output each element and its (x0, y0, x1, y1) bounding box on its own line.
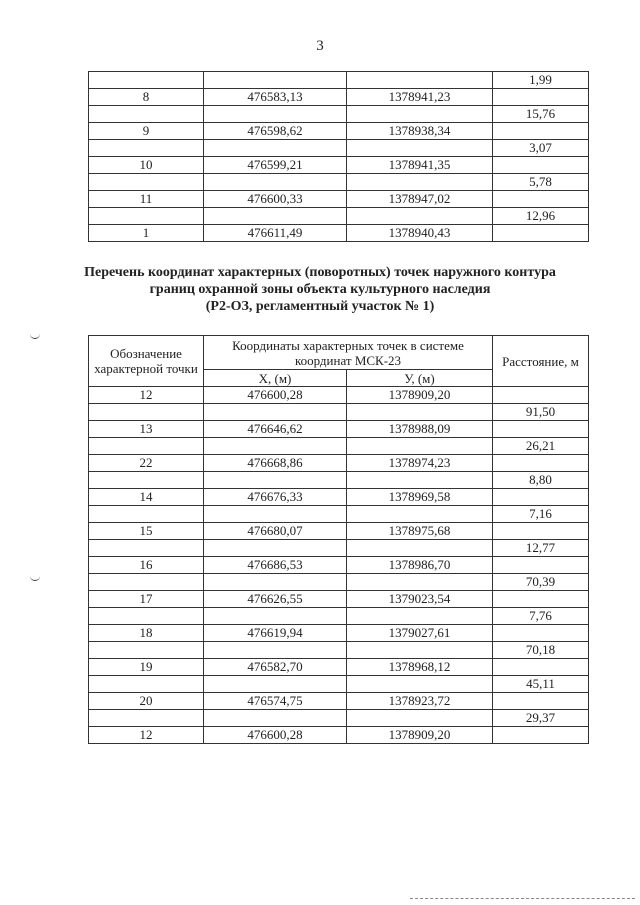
point-id-cell (89, 106, 204, 123)
hole-punch-mark (30, 334, 40, 339)
table-row (89, 191, 589, 208)
table1-body (89, 72, 589, 242)
x-coordinate-cell: 476676,33 (204, 489, 347, 506)
y-coordinate-cell: 1378923,72 (347, 693, 493, 710)
x-coordinate-cell (204, 540, 347, 557)
table-row (89, 404, 589, 421)
table-row (89, 225, 589, 242)
x-coordinate-cell (204, 642, 347, 659)
table-row (89, 72, 589, 89)
x-coordinate-cell (204, 106, 347, 123)
distance-cell: 3,07 (493, 140, 589, 157)
table-row (89, 676, 589, 693)
y-coordinate-cell (347, 710, 493, 727)
table-row (89, 387, 589, 404)
table-row (89, 523, 589, 540)
table-row (89, 472, 589, 489)
y-coordinate-cell: 1378941,23 (347, 89, 493, 106)
footer-line (410, 898, 635, 899)
distance-cell (493, 421, 589, 438)
distance-cell (493, 557, 589, 574)
table-row (89, 540, 589, 557)
y-coordinate-cell (347, 106, 493, 123)
distance-cell: 12,96 (493, 208, 589, 225)
x-coordinate-cell: 476600,33 (204, 191, 347, 208)
x-coordinate-cell (204, 574, 347, 591)
y-coordinate-cell: 1378974,23 (347, 455, 493, 472)
distance-cell (493, 191, 589, 208)
x-coordinate-cell: 476600,28 (204, 387, 347, 404)
distance-cell (493, 625, 589, 642)
heading-line-2: границ охранной зоны объекта культурного наследия (149, 282, 491, 297)
point-id-cell (89, 574, 204, 591)
point-id-cell: 17 (89, 591, 204, 608)
y-coordinate-cell: 1379023,54 (347, 591, 493, 608)
distance-cell (493, 225, 589, 242)
point-id-cell: 12 (89, 387, 204, 404)
distance-cell: 45,11 (493, 676, 589, 693)
table-row (89, 642, 589, 659)
table-row (89, 123, 589, 140)
x-coordinate-cell: 476611,49 (204, 225, 347, 242)
page-number: 3 (316, 38, 324, 54)
y-coordinate-cell (347, 140, 493, 157)
distance-cell: 8,80 (493, 472, 589, 489)
heading-line-1: Перечень координат характерных (поворотных) точек наружного контура (84, 265, 556, 280)
table-row (89, 174, 589, 191)
point-id-cell (89, 506, 204, 523)
table-row (89, 506, 589, 523)
point-id-cell: 20 (89, 693, 204, 710)
point-id-cell: 12 (89, 727, 204, 744)
distance-cell: 15,76 (493, 106, 589, 123)
x-coordinate-cell (204, 438, 347, 455)
distance-cell (493, 727, 589, 744)
x-coordinate-cell: 476646,62 (204, 421, 347, 438)
distance-cell (493, 489, 589, 506)
header-x: Х, (м) (204, 370, 347, 387)
table-row (89, 455, 589, 472)
point-id-cell: 18 (89, 625, 204, 642)
point-id-cell: 22 (89, 455, 204, 472)
header-point: Обозначение характерной точки (89, 336, 204, 387)
point-id-cell: 14 (89, 489, 204, 506)
y-coordinate-cell (347, 540, 493, 557)
x-coordinate-cell (204, 72, 347, 89)
point-id-cell (89, 676, 204, 693)
table-row (89, 557, 589, 574)
x-coordinate-cell (204, 710, 347, 727)
table-row (89, 438, 589, 455)
distance-cell: 26,21 (493, 438, 589, 455)
y-coordinate-cell: 1378988,09 (347, 421, 493, 438)
distance-cell: 7,16 (493, 506, 589, 523)
point-id-cell: 10 (89, 157, 204, 174)
section-heading (0, 264, 640, 315)
y-coordinate-cell: 1378968,12 (347, 659, 493, 676)
coordinates-table (88, 335, 589, 744)
x-coordinate-cell (204, 506, 347, 523)
coordinates-table-continued (88, 71, 589, 242)
y-coordinate-cell (347, 72, 493, 89)
y-coordinate-cell: 1379027,61 (347, 625, 493, 642)
heading-line-3: (Р2-ОЗ, регламентный участок № 1) (205, 299, 435, 314)
x-coordinate-cell (204, 472, 347, 489)
table2-header (89, 336, 589, 387)
distance-cell: 29,37 (493, 710, 589, 727)
table-row (89, 89, 589, 106)
table-row (89, 157, 589, 174)
table-row (89, 591, 589, 608)
point-id-cell (89, 472, 204, 489)
y-coordinate-cell (347, 404, 493, 421)
y-coordinate-cell: 1378909,20 (347, 727, 493, 744)
table-row (89, 608, 589, 625)
table-row (89, 693, 589, 710)
point-id-cell: 1 (89, 225, 204, 242)
header-coords: Координаты характерных точек в системе координат МСК-23 (204, 336, 493, 370)
point-id-cell: 11 (89, 191, 204, 208)
header-distance: Расстояние, м (493, 336, 589, 387)
x-coordinate-cell: 476583,13 (204, 89, 347, 106)
x-coordinate-cell: 476686,53 (204, 557, 347, 574)
point-id-cell: 9 (89, 123, 204, 140)
x-coordinate-cell: 476599,21 (204, 157, 347, 174)
table2-body (89, 387, 589, 744)
y-coordinate-cell: 1378941,35 (347, 157, 493, 174)
table-row (89, 727, 589, 744)
distance-cell: 12,77 (493, 540, 589, 557)
x-coordinate-cell: 476582,70 (204, 659, 347, 676)
point-id-cell (89, 72, 204, 89)
distance-cell: 5,78 (493, 174, 589, 191)
distance-cell (493, 455, 589, 472)
x-coordinate-cell: 476619,94 (204, 625, 347, 642)
y-coordinate-cell (347, 574, 493, 591)
x-coordinate-cell (204, 174, 347, 191)
point-id-cell: 15 (89, 523, 204, 540)
point-id-cell (89, 608, 204, 625)
distance-cell (493, 591, 589, 608)
y-coordinate-cell (347, 174, 493, 191)
y-coordinate-cell (347, 472, 493, 489)
distance-cell (493, 659, 589, 676)
point-id-cell (89, 404, 204, 421)
distance-cell (493, 693, 589, 710)
point-id-cell: 13 (89, 421, 204, 438)
point-id-cell (89, 710, 204, 727)
x-coordinate-cell: 476668,86 (204, 455, 347, 472)
point-id-cell (89, 140, 204, 157)
distance-cell: 1,99 (493, 72, 589, 89)
x-coordinate-cell (204, 208, 347, 225)
table-row (89, 106, 589, 123)
x-coordinate-cell: 476598,62 (204, 123, 347, 140)
distance-cell: 70,39 (493, 574, 589, 591)
y-coordinate-cell: 1378969,58 (347, 489, 493, 506)
point-id-cell: 19 (89, 659, 204, 676)
distance-cell: 70,18 (493, 642, 589, 659)
table-row (89, 421, 589, 438)
y-coordinate-cell (347, 208, 493, 225)
x-coordinate-cell (204, 608, 347, 625)
x-coordinate-cell: 476680,07 (204, 523, 347, 540)
distance-cell (493, 123, 589, 140)
y-coordinate-cell (347, 608, 493, 625)
point-id-cell: 16 (89, 557, 204, 574)
table-row (89, 710, 589, 727)
y-coordinate-cell (347, 506, 493, 523)
x-coordinate-cell: 476600,28 (204, 727, 347, 744)
x-coordinate-cell (204, 676, 347, 693)
point-id-cell (89, 438, 204, 455)
point-id-cell (89, 642, 204, 659)
distance-cell (493, 523, 589, 540)
y-coordinate-cell: 1378975,68 (347, 523, 493, 540)
point-id-cell (89, 174, 204, 191)
y-coordinate-cell (347, 438, 493, 455)
y-coordinate-cell (347, 642, 493, 659)
hole-punch-mark (30, 576, 40, 581)
x-coordinate-cell: 476574,75 (204, 693, 347, 710)
distance-cell (493, 387, 589, 404)
y-coordinate-cell: 1378938,34 (347, 123, 493, 140)
y-coordinate-cell: 1378940,43 (347, 225, 493, 242)
point-id-cell (89, 540, 204, 557)
x-coordinate-cell (204, 404, 347, 421)
point-id-cell: 8 (89, 89, 204, 106)
y-coordinate-cell: 1378909,20 (347, 387, 493, 404)
distance-cell: 91,50 (493, 404, 589, 421)
y-coordinate-cell: 1378986,70 (347, 557, 493, 574)
table-row (89, 625, 589, 642)
distance-cell: 7,76 (493, 608, 589, 625)
header-y: У, (м) (347, 370, 493, 387)
table-row (89, 659, 589, 676)
table-row (89, 208, 589, 225)
y-coordinate-cell (347, 676, 493, 693)
y-coordinate-cell: 1378947,02 (347, 191, 493, 208)
distance-cell (493, 89, 589, 106)
x-coordinate-cell: 476626,55 (204, 591, 347, 608)
x-coordinate-cell (204, 140, 347, 157)
table-row (89, 574, 589, 591)
point-id-cell (89, 208, 204, 225)
distance-cell (493, 157, 589, 174)
table-row (89, 140, 589, 157)
table-row (89, 489, 589, 506)
